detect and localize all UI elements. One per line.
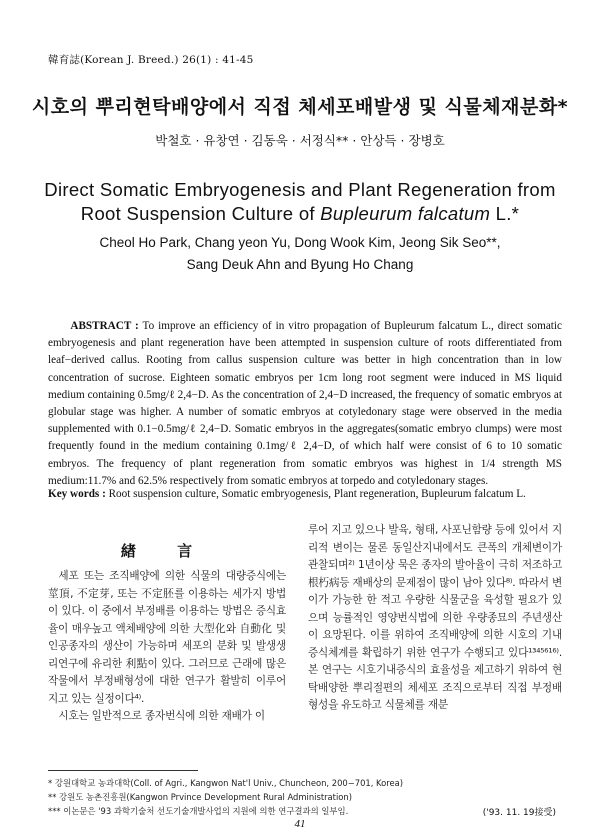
intro-left-column — [48, 568, 286, 726]
english-title-line2 — [0, 202, 600, 226]
section-heading: 緖 言 — [120, 542, 211, 560]
english-title-species: Bupleurum falcatum — [320, 203, 491, 224]
keywords-label: Key words : — [48, 488, 106, 500]
english-authors — [0, 232, 600, 276]
korean-title: 시호의 뿌리현탁배양에서 직접 체세포배발생 및 식물체재분화* — [31, 96, 569, 118]
intro-right-paragraph: 루어 지고 있으나 발육, 형태, 사포닌함량 등에 있어서 지리적 변이는 물론 동일산지내에서도 큰폭의 개체변이가 관찰되며²⁾ 1년이상 묵은 종자의 발아율이 극히 저조하고 根朽病등 재배상의 문제점이 많이 남아 있다⁸⁾. 따라서 변이가 가능한 한 적고 우량한 식물군을 육성할 필요가 있으며 능률적인 영양번식법에 의한 우량종묘의 주년생산이 요망된다. 이를 위하여 조직배양에 의한 시호의 기내증식체계를 확립하기 위한 연구가 수행되고 있다¹³⁴⁵⁶¹⁶⁾. 본 연구는 시호기내증식의 효율성을 제고하기 위하여 현탁배양한 뿌리절편의 체세포 조직으로부터 직접 부정배형성을 유도하고 식물체를 재분 — [308, 524, 562, 711]
abstract — [48, 318, 562, 490]
keywords-text: Root suspension culture, Somatic embryogenesis, Plant regeneration, Bupleurum falcatum L. — [108, 488, 526, 500]
intro-left-paragraph-2 — [48, 708, 286, 726]
footnote-rule — [48, 770, 198, 771]
footnote-1: * 강원대학교 농과대학(Coll. of Agri., Kangwon Nat'l Univ., Chuncheon, 200−701, Korea) — [48, 778, 404, 788]
english-title-line1: Direct Somatic Embryogenesis and Plant Regeneration from — [44, 179, 556, 200]
intro-right-column — [308, 522, 562, 715]
abstract-label: ABSTRACT : — [70, 320, 139, 332]
footnote-2: ** 강원도 농촌진흥원(Kangwon Prvince Development Rural Administration) — [48, 792, 352, 802]
intro-left-text-1: 세포 또는 조직배양에 의한 식물의 대량증식에는 莖頂, 不定芽, 또는 不定胚를 이용하는 세가지 방법이 있다. 이 중에서 부정배를 이용하는 방법은 증식효율이 매우높고 액체배양에 의한 大型化와 自動化 및 인공종자의 생산이 가능하며 세포의 분화 및 발생생리연구에 유리한 利點이 있다. 그러므로 근래에 많은 작물에서 부정배형성에 대한 연구가 활발히 이루어 지고 있는 실정이다⁴⁾. — [48, 570, 286, 705]
english-title-prefix: Root Suspension Culture of — [80, 203, 321, 224]
korean-authors: 박철호 · 유창연 · 김동욱 · 서정식** · 안상득 · 장병호 — [155, 133, 445, 148]
english-authors-line2: Sang Deuk Ahn and Byung Ho Chang — [186, 257, 414, 272]
received-date: ('93. 11. 19接受) — [482, 808, 556, 818]
english-title-suffix: L.* — [490, 203, 520, 224]
english-authors-line1: Cheol Ho Park, Chang yeon Yu, Dong Wook Kim, Jeong Sik Seo**, — [99, 235, 501, 250]
journal-reference: 韓育誌(Korean J. Breed.) 26(1) : 41-45 — [48, 54, 254, 66]
keywords — [48, 488, 562, 500]
footnote-3: *** 이논문은 '93 과학기술처 선도기술개발사업의 지원에 의한 연구결과의 일부임. — [48, 806, 349, 816]
english-title — [0, 178, 600, 226]
intro-left-paragraph-1 — [48, 568, 286, 708]
intro-left-text-2: 시호는 일반적으로 종자번식에 의한 재배가 이 — [58, 710, 265, 722]
abstract-text: To improve an efficiency of in vitro propagation of Bupleurum falcatum L., direct somatic embryogenesis and plant regeneration have been attempted in suspension culture of roots differentiated from leaf−derived callus. Rooting from callus suspension culture was better in high concentration than in low concentration of sucrose. Eighteen somatic embryos per 1cm long root segment were induced in MS liquid medium containing 0.5mg/ℓ 2,4−D. As the concentration of 2,4−D increased, the frequency of somatic embryos at globular stage was higher. A number of somatic embryos at cotyledonary stage were observed in the media supplemented with 0.1−0.5mg/ℓ 2,4−D. Somatic embryos in the aggregates(somatic embryo clumps) were most frequently found in the medium containing 0.1mg/ℓ 2,4−D, of which half were consist of 6 to 10 somatic embryos. The frequency of plant regeneration from somatic embryos was highest in 1/4 strength MS medium:11.7% and 62.5% respectively from somatic embryos at torpedo and cotyledonary stages. — [48, 320, 562, 487]
page-number: 41 — [294, 818, 306, 830]
